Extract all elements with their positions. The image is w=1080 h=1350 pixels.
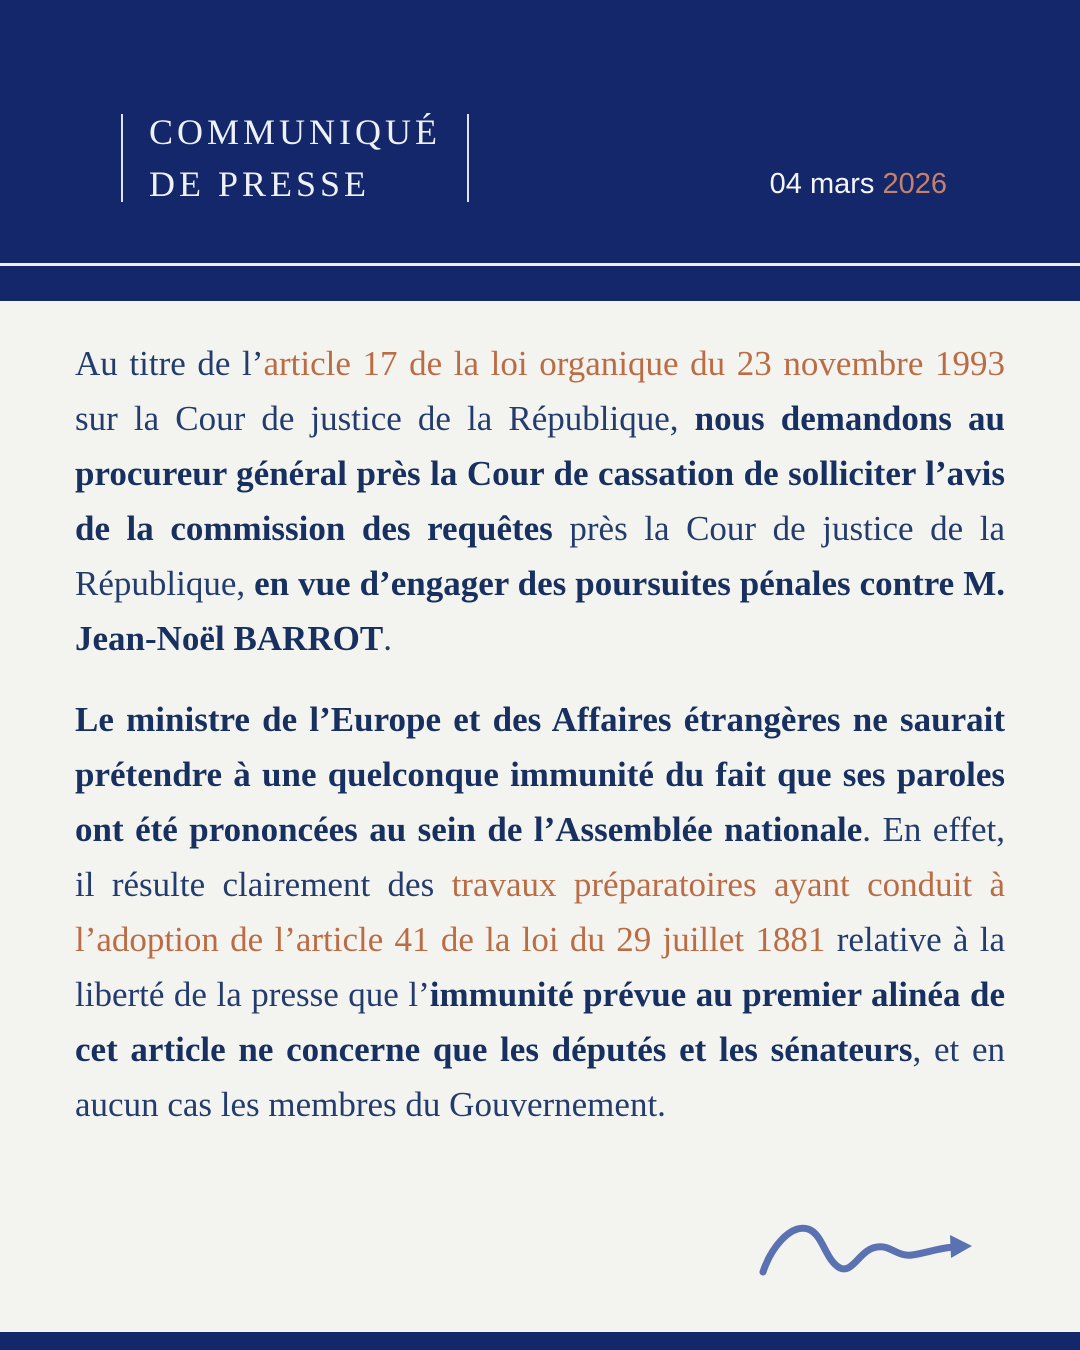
text-segment-normal: relative à la liberté de la presse que l’ (75, 920, 1005, 1014)
date (770, 167, 947, 201)
paragraph-1 (75, 336, 1005, 666)
date-year: 2026 (882, 168, 947, 200)
title-right-bar (467, 114, 469, 202)
title-line-1: COMMUNIQUÉ (149, 112, 441, 152)
press-release-body (75, 336, 1005, 1158)
text-segment-bold: immunité prévue au premier alinéa de cet article ne concerne que les députés et les sénateurs (75, 975, 1005, 1069)
text-segment-normal: . En effet, il résulte clairement des (75, 810, 1006, 904)
text-segment-bold: en vue d’engager des poursuites pénales contre M. Jean-Noël BARROT (75, 564, 1005, 658)
footer-band (0, 1332, 1080, 1350)
text-segment-normal: sur la Cour de justice de la République, (75, 399, 695, 438)
header-title-block (121, 106, 469, 210)
header-separator-line (0, 263, 1080, 266)
text-segment-orange: article 17 de la loi organique du 23 novembre 1993 (263, 344, 1005, 383)
page-title (149, 106, 441, 210)
title-left-bar (121, 114, 123, 202)
text-segment-bold: nous demandons au procureur général près la Cour de cassation de solliciter l’avis de la commission des requêtes (75, 399, 1005, 548)
date-prefix: 04 mars (769, 168, 883, 200)
text-segment-normal: . (383, 619, 392, 658)
text-segment-normal: Au titre de l’ (75, 344, 264, 383)
paragraph-2 (75, 692, 1005, 1132)
text-segment-normal: près la Cour de justice de la République, (75, 509, 1005, 603)
text-segment-normal: , et en aucun cas les membres du Gouvernement. (75, 1030, 1005, 1124)
text-segment-bold: Le ministre de l’Europe et des Affaires étrangères ne saurait prétendre à une quelconque immunité du fait que ses paroles ont été prononcées au sein de l’Assemblée nationale (75, 700, 1005, 849)
header (0, 0, 1080, 301)
squiggle-arrow-icon (756, 1218, 984, 1282)
title-line-2: DE PRESSE (149, 164, 371, 204)
text-segment-orange: travaux préparatoires ayant conduit à l’adoption de l’article 41 de la loi du 29 juillet 1881 (75, 865, 1005, 959)
